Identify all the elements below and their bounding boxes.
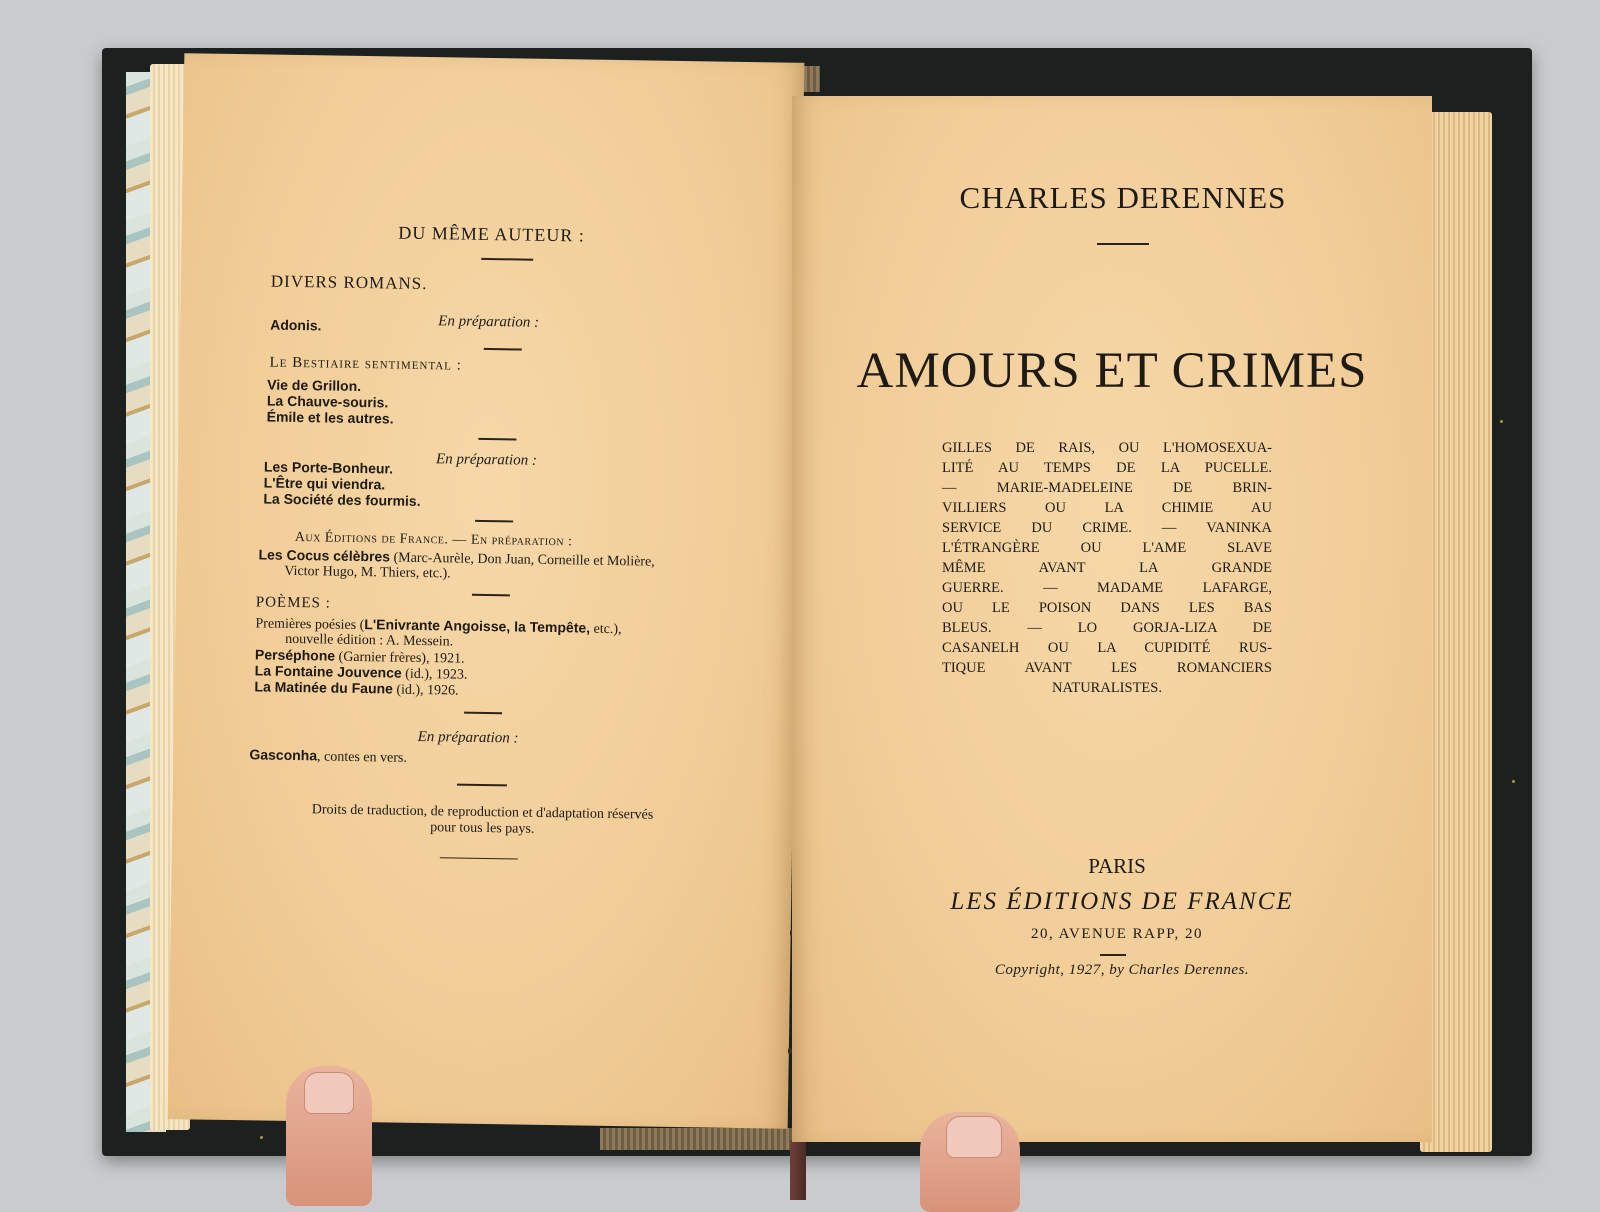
left-thumbnail xyxy=(304,1072,354,1114)
contents-line: TIQUE AVANT LES ROMANCIERS xyxy=(942,660,1272,676)
cover-speck xyxy=(260,1136,263,1139)
poem-detail: , contes en vers. xyxy=(316,749,407,766)
right-thumbnail xyxy=(946,1116,1002,1158)
poem-title: Gasconha xyxy=(249,746,318,764)
left-heading: DU MÊME AUTEUR : xyxy=(398,222,586,246)
rights-notice: pour tous les pays. xyxy=(430,820,535,837)
bookmark-ribbon xyxy=(790,1140,806,1200)
author-name: CHARLES DERENNES xyxy=(959,180,1287,215)
contents-line: LITÉ AU TEMPS DE LA PUCELLE. xyxy=(942,460,1272,476)
poem-line xyxy=(249,746,407,766)
publication-city: PARIS xyxy=(1088,854,1146,878)
book-title: Adonis. xyxy=(270,316,322,334)
prep-label: En préparation : xyxy=(435,451,538,469)
poem-text: Premières poésies ( xyxy=(255,616,365,634)
poem-detail: (id.), 1926. xyxy=(392,682,459,699)
book-title: L'Être qui viendra. xyxy=(263,474,386,493)
contents-summary xyxy=(942,438,1272,698)
right-page xyxy=(792,96,1432,1142)
contents-line: — MARIE-MADELEINE DE BRIN- xyxy=(942,480,1272,496)
publisher-address: 20, AVENUE RAPP, 20 xyxy=(1030,926,1203,942)
left-page xyxy=(168,53,805,1129)
poem-title: Perséphone xyxy=(254,646,336,664)
rights-notice: Droits de traduction, de reproduction et d'adaptation réservés xyxy=(311,802,654,823)
section-title: DIVERS ROMANS. xyxy=(270,271,428,294)
contents-line: CASANELH OU LA CUPIDITÉ RUS- xyxy=(942,640,1272,656)
prep-label: En préparation : xyxy=(438,313,540,331)
contents-line: SERVICE DU CRIME. — VANINKA xyxy=(942,520,1272,536)
contents-line: GUERRE. — MADAME LAFARGE, xyxy=(942,580,1272,596)
spine-tailband xyxy=(600,1128,800,1150)
divider xyxy=(440,857,518,859)
poem-detail: (id.), 1923. xyxy=(401,666,468,683)
contents-line: VILLIERS OU LA CHIMIE AU xyxy=(942,500,1272,516)
divider xyxy=(481,258,533,261)
contents-line: OU LE POISON DANS LES BAS xyxy=(942,600,1272,616)
book-title: La Société des fourmis. xyxy=(263,490,421,509)
book-title: La Chauve-souris. xyxy=(266,392,389,411)
divider xyxy=(472,594,510,597)
book-title: AMOURS ET CRIMES xyxy=(856,343,1368,399)
book-title: Vie de Grillon. xyxy=(267,376,362,395)
contents-line: NATURALISTES. xyxy=(1052,680,1162,696)
divider xyxy=(457,784,507,787)
contents-line: BLEUS. — LO GORJA-LIZA DE xyxy=(942,620,1272,636)
poem-line: nouvelle édition : A. Messein. xyxy=(285,631,454,650)
poem-detail: (Garnier frères), 1921. xyxy=(334,649,465,667)
book-title: Les Cocus célèbres xyxy=(258,546,391,565)
divider xyxy=(464,712,502,715)
contents-line: GILLES DE RAIS, OU L'HOMOSEXUA- xyxy=(942,440,1272,456)
divider xyxy=(1097,243,1149,245)
section-title: Le Bestiaire sentimental : xyxy=(269,354,462,374)
section-title: POÈMES : xyxy=(255,594,332,612)
poem-title: L'Enivrante Angoisse, la Tempête, xyxy=(364,616,591,636)
divider xyxy=(484,348,522,351)
poem-title: La Fontaine Jouvence xyxy=(254,662,402,681)
divider xyxy=(1100,954,1126,956)
publication-line: Victor Hugo, M. Thiers, etc.). xyxy=(284,563,451,582)
book-title: Les Porte-Bonheur. xyxy=(263,458,394,477)
cover-speck xyxy=(1512,780,1515,783)
book-title: Émile et les autres. xyxy=(266,408,394,427)
contents-line: MÊME AVANT LA GRANDE xyxy=(942,560,1272,576)
publisher-name: LES ÉDITIONS DE FRANCE xyxy=(950,888,1294,915)
prep-label: En préparation : xyxy=(417,728,519,747)
poem-title: La Matinée du Faune xyxy=(254,678,394,697)
poem-text: etc.), xyxy=(589,621,622,638)
divider xyxy=(475,520,513,523)
poem-line xyxy=(254,678,458,699)
divider xyxy=(478,438,516,441)
section-title: Aux Éditions de France. — En préparation : xyxy=(294,529,573,550)
publication-detail: (Marc-Aurèle, Don Juan, Corneille et Molière, xyxy=(389,550,655,570)
copyright-notice: Copyright, 1927, by Charles Derennes. xyxy=(994,962,1250,978)
cover-speck xyxy=(1500,420,1503,423)
contents-line: L'ÉTRANGÈRE OU L'AME SLAVE xyxy=(942,540,1272,556)
